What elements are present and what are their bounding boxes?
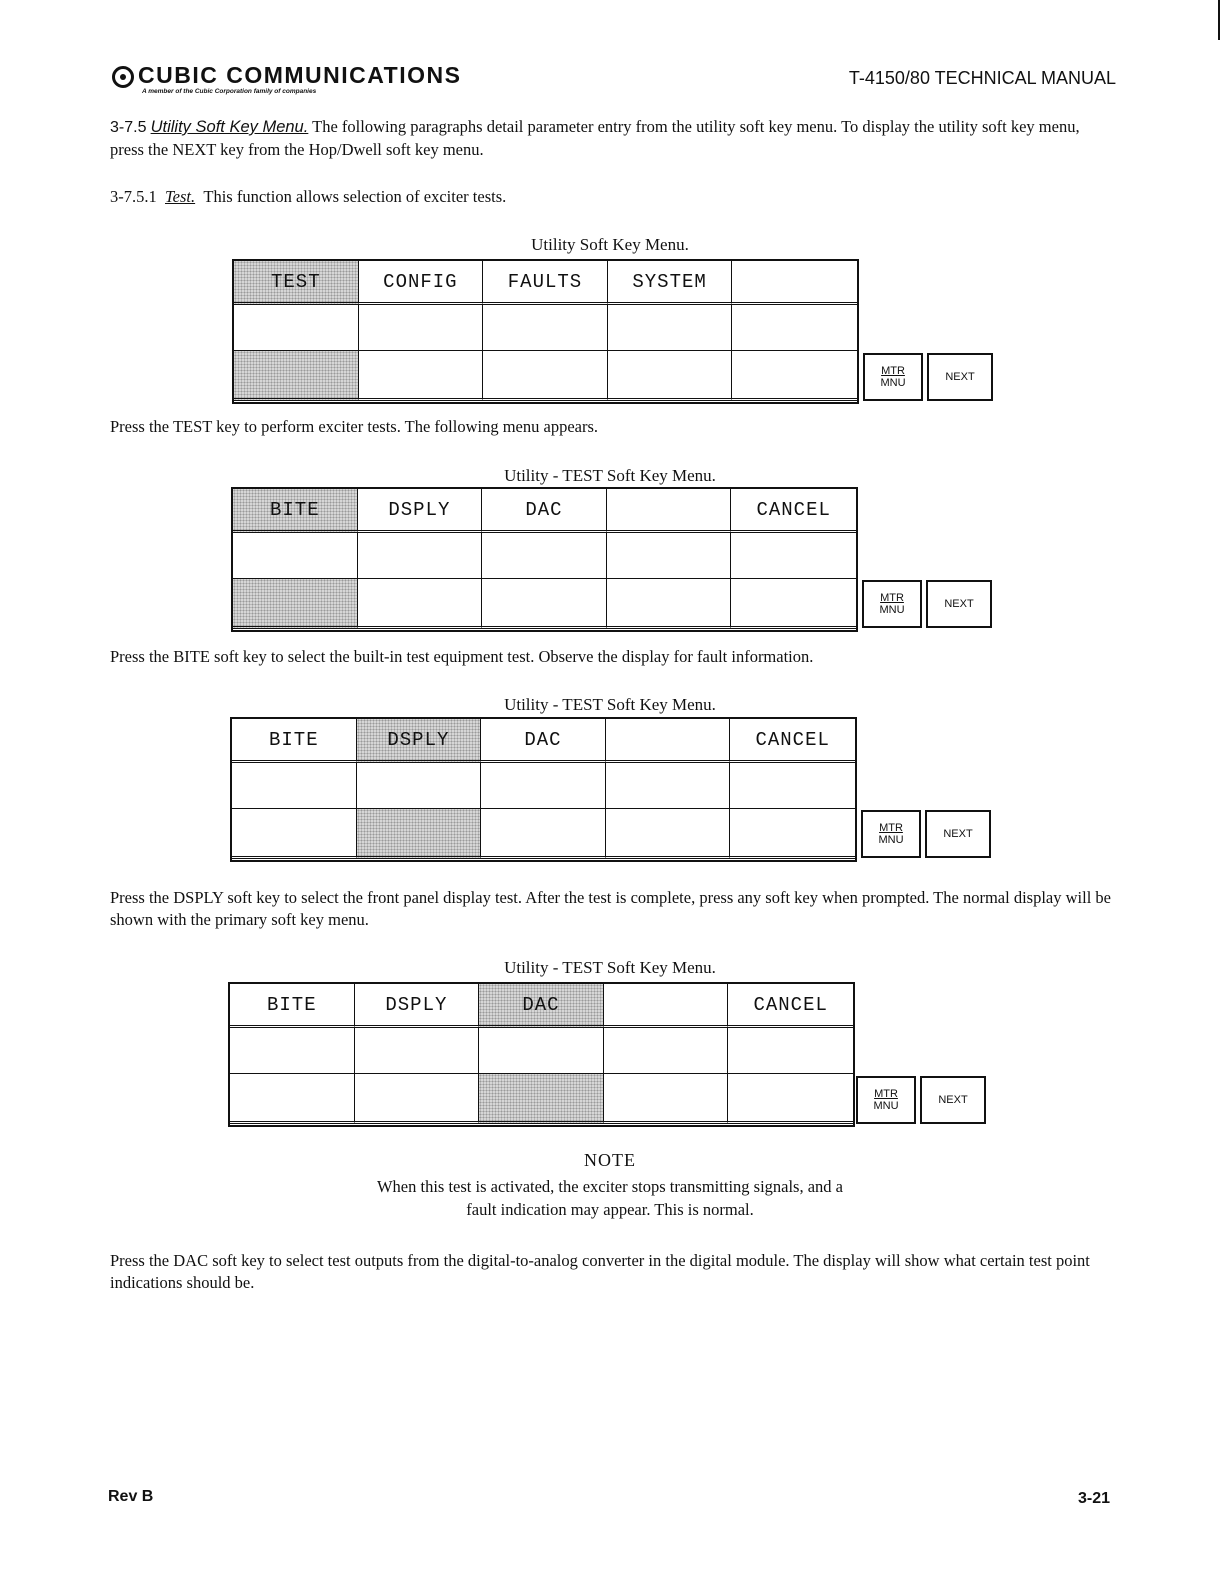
subsection-number: 3-7.5.1 (110, 187, 157, 206)
soft-key-button[interactable] (731, 579, 856, 629)
soft-key-dsply[interactable]: DSPLY (355, 984, 480, 1028)
soft-key-grid (230, 717, 857, 862)
soft-key-button[interactable] (604, 1074, 729, 1124)
soft-key-button[interactable] (608, 351, 733, 401)
soft-key-bite[interactable]: BITE (232, 719, 357, 763)
next-label: NEXT (943, 828, 973, 840)
manual-title: T-4150/80 TECHNICAL MANUAL (848, 68, 1116, 88)
revision-label: Rev B (108, 1488, 154, 1505)
soft-key-blank-cell (482, 533, 607, 579)
menu-caption: Utility - TEST Soft Key Menu. (504, 958, 716, 977)
soft-key-button[interactable] (482, 579, 607, 629)
soft-key-blank-cell (232, 763, 357, 809)
soft-key-blank-cell (606, 763, 731, 809)
soft-key-button[interactable] (479, 1074, 604, 1124)
paragraph-bite: Press the BITE soft key to select the built-in test equipment test. Observe the display for fault information. (110, 647, 814, 666)
soft-key-grid (232, 259, 859, 404)
next-key[interactable] (920, 1076, 986, 1124)
section-number: 3-7.5 (110, 119, 147, 136)
soft-key-blank-cell (230, 1028, 355, 1074)
soft-key-blank-cell (728, 1028, 853, 1074)
soft-key-button[interactable] (234, 351, 359, 401)
soft-key-faults[interactable]: FAULTS (483, 261, 608, 305)
soft-key-blank-cell (607, 533, 732, 579)
soft-key-system[interactable]: SYSTEM (608, 261, 733, 305)
mtr-mnu-key[interactable] (862, 580, 922, 628)
soft-key-menu (232, 259, 992, 404)
subsection-text: This function allows selection of exciter tests. (203, 187, 507, 206)
next-label: NEXT (944, 598, 974, 610)
soft-key-blank-cell (481, 763, 606, 809)
mnu-label: MNU (880, 377, 906, 389)
soft-key-button[interactable] (481, 809, 606, 859)
soft-key-cancel[interactable]: CANCEL (728, 984, 853, 1028)
soft-key-button[interactable] (230, 1074, 355, 1124)
subsection-title: Test. (165, 187, 196, 206)
soft-key-config[interactable]: CONFIG (359, 261, 484, 305)
soft-key-button[interactable] (358, 579, 483, 629)
soft-key-blank-cell (357, 763, 482, 809)
page-number: 3-21 (1077, 1490, 1110, 1507)
soft-key-menu (228, 982, 988, 1127)
soft-key-blank-cell (234, 305, 359, 351)
mtr-label: MTR (874, 1088, 898, 1100)
soft-key-dsply[interactable]: DSPLY (358, 489, 483, 533)
soft-key-blank-cell (730, 763, 855, 809)
company-tagline: A member of the Cubic Corporation family of companies (142, 88, 317, 95)
mtr-mnu-key[interactable] (863, 353, 923, 401)
menu-caption: Utility Soft Key Menu. (531, 235, 689, 254)
soft-key-blank-cell (604, 1028, 729, 1074)
mtr-label: MTR (879, 822, 903, 834)
soft-key-blank-cell (608, 305, 733, 351)
soft-key-blank-cell (358, 533, 483, 579)
menu-caption: Utility - TEST Soft Key Menu. (504, 695, 716, 714)
note-heading: NOTE (584, 1150, 636, 1170)
soft-key-button[interactable] (607, 579, 732, 629)
section-text: The following paragraphs detail parameter entry from the utility soft key menu. To display the utility soft key menu, press the NEXT key from the Hop/Dwell soft key menu. (110, 117, 1080, 159)
soft-key-button[interactable] (732, 351, 857, 401)
soft-key-button[interactable] (355, 1074, 480, 1124)
soft-key-bite[interactable]: BITE (233, 489, 358, 533)
soft-key-blank[interactable] (607, 489, 732, 533)
soft-key-blank[interactable] (732, 261, 857, 305)
soft-key-blank-cell (731, 533, 856, 579)
soft-key-blank[interactable] (606, 719, 731, 763)
soft-key-cancel[interactable]: CANCEL (730, 719, 855, 763)
soft-key-menu (230, 717, 990, 862)
soft-key-dac[interactable]: DAC (479, 984, 604, 1028)
company-name: CUBIC COMMUNICATIONS (138, 62, 462, 88)
mtr-label: MTR (880, 592, 904, 604)
paragraph-dac: Press the DAC soft key to select test outputs from the digital-to-analog converter in the digital module. The display will show what certain test point indications should be. (110, 1251, 1090, 1292)
mnu-label: MNU (878, 834, 904, 846)
soft-key-button[interactable] (233, 579, 358, 629)
soft-key-button[interactable] (359, 351, 484, 401)
note-text: When this test is activated, the exciter stops transmitting signals, and a fault indication may appear. This is normal. (376, 1177, 844, 1219)
next-label: NEXT (945, 371, 975, 383)
menu-caption: Utility - TEST Soft Key Menu. (504, 466, 716, 485)
soft-key-button[interactable] (232, 809, 357, 859)
company-logo (112, 64, 582, 104)
soft-key-blank-cell (233, 533, 358, 579)
soft-key-dsply[interactable]: DSPLY (357, 719, 482, 763)
soft-key-blank-cell (479, 1028, 604, 1074)
mtr-mnu-key[interactable] (856, 1076, 916, 1124)
soft-key-dac[interactable]: DAC (481, 719, 606, 763)
subsection-paragraph (110, 186, 1115, 208)
soft-key-button[interactable] (728, 1074, 853, 1124)
mtr-label: MTR (881, 365, 905, 377)
soft-key-button[interactable] (730, 809, 855, 859)
next-key[interactable] (927, 353, 993, 401)
soft-key-grid (228, 982, 855, 1127)
mnu-label: MNU (873, 1100, 899, 1112)
next-key[interactable] (926, 580, 992, 628)
soft-key-button[interactable] (606, 809, 731, 859)
next-key[interactable] (925, 810, 991, 858)
soft-key-dac[interactable]: DAC (482, 489, 607, 533)
soft-key-blank-cell (355, 1028, 480, 1074)
section-paragraph (110, 116, 1115, 161)
paragraph-test: Press the TEST key to perform exciter tests. The following menu appears. (110, 417, 599, 436)
soft-key-test[interactable]: TEST (234, 261, 359, 305)
soft-key-blank-cell (732, 305, 857, 351)
mnu-label: MNU (879, 604, 905, 616)
soft-key-button[interactable] (357, 809, 482, 859)
paragraph-dsply: Press the DSPLY soft key to select the front panel display test. After the test is complete, press any soft key when prompted. The normal display will be shown with the primary soft key menu. (110, 888, 1111, 929)
soft-key-blank[interactable] (604, 984, 729, 1028)
soft-key-menu (231, 487, 991, 632)
soft-key-button[interactable] (483, 351, 608, 401)
cubic-logo-icon (112, 66, 134, 88)
soft-key-blank-cell (359, 305, 484, 351)
section-title: Utility Soft Key Menu. (150, 118, 309, 136)
next-label: NEXT (938, 1094, 968, 1106)
soft-key-grid (231, 487, 858, 632)
mtr-mnu-key[interactable] (861, 810, 921, 858)
soft-key-bite[interactable]: BITE (230, 984, 355, 1028)
soft-key-cancel[interactable]: CANCEL (731, 489, 856, 533)
soft-key-blank-cell (483, 305, 608, 351)
